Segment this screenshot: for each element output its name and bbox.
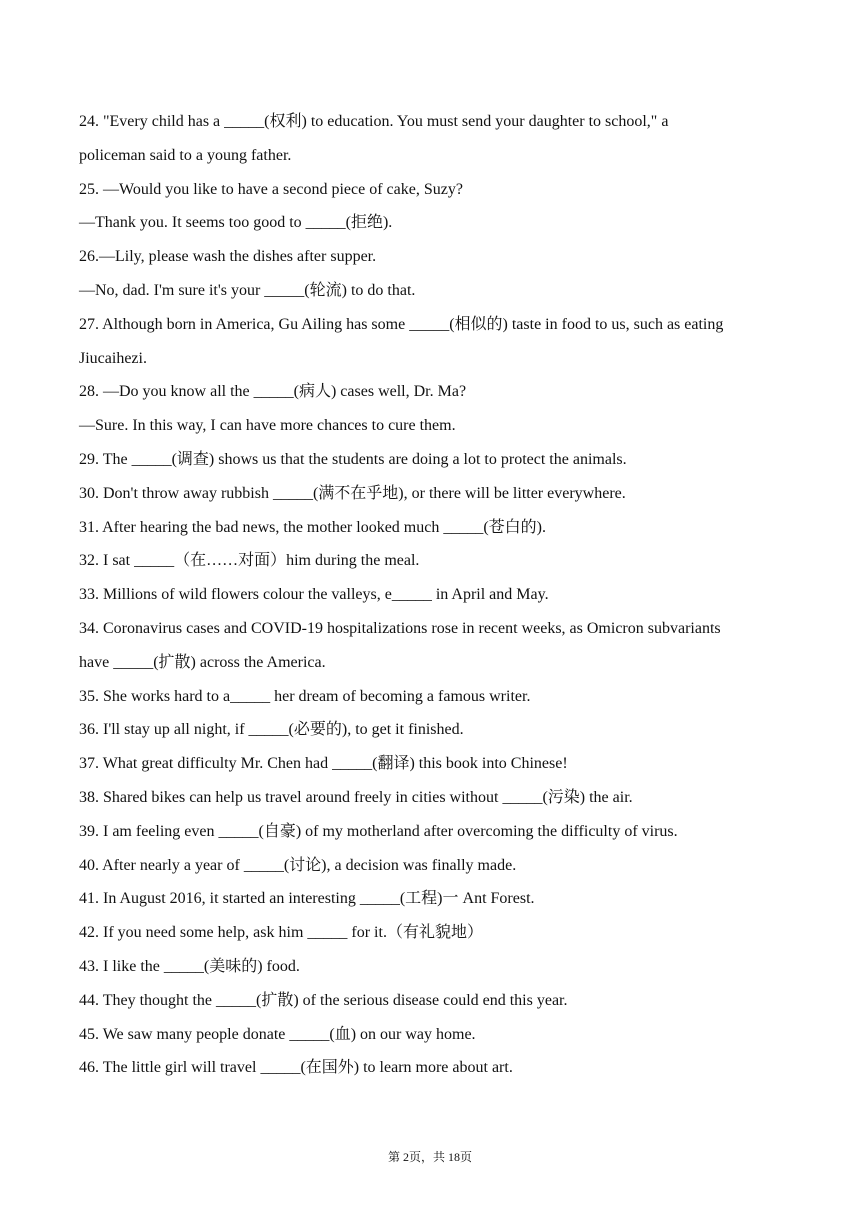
- question-line: 25. —Would you like to have a second piece of cake, Suzy?: [79, 180, 463, 198]
- question-line: 27. Although born in America, Gu Ailing has some _____(相似的) taste in food to us, such as eating: [79, 315, 724, 333]
- question-line: 31. After hearing the bad news, the mother looked much _____(苍白的).: [79, 518, 547, 536]
- question-line: —No, dad. I'm sure it's your _____(轮流) to do that.: [79, 281, 416, 299]
- question-line: 30. Don't throw away rubbish _____(满不在乎地), or there will be litter everywhere.: [79, 484, 626, 502]
- question-line: 32. I sat _____（在……对面）him during the meal.: [79, 552, 420, 570]
- question-list: [79, 105, 789, 1085]
- question-line: —Sure. In this way, I can have more chances to cure them.: [79, 417, 456, 435]
- question-line: 24. "Every child has a _____(权利) to education. You must send your daughter to school," a: [79, 113, 669, 130]
- question-line: 42. If you need some help, ask him _____ for it.（有礼貌地）: [79, 924, 483, 942]
- question-line: 29. The _____(调查) shows us that the students are doing a lot to protect the animals.: [79, 450, 627, 468]
- question-line: 38. Shared bikes can help us travel around freely in cities without _____(污染) the air.: [79, 788, 633, 806]
- question-line: have _____(扩散) across the America.: [79, 653, 326, 671]
- question-line: 35. She works hard to a_____ her dream of becoming a famous writer.: [79, 687, 531, 705]
- question-line: 40. After nearly a year of _____(讨论), a decision was finally made.: [79, 856, 517, 874]
- question-line: 37. What great difficulty Mr. Chen had _____(翻译) this book into Chinese!: [79, 755, 568, 773]
- question-line: 41. In August 2016, it started an interesting _____(工程)一 Ant Forest.: [79, 890, 535, 908]
- question-line: 44. They thought the _____(扩散) of the serious disease could end this year.: [79, 991, 568, 1009]
- question-line: 36. I'll stay up all night, if _____(必要的), to get it finished.: [79, 721, 464, 739]
- question-line: 46. The little girl will travel _____(在国外) to learn more about art.: [79, 1059, 513, 1077]
- question-line: Jiucaihezi.: [79, 349, 147, 367]
- page-footer: 第 2页，共 18页: [387, 1150, 472, 1164]
- question-line: 26.—Lily, please wash the dishes after supper.: [79, 248, 377, 266]
- question-line: policeman said to a young father.: [79, 146, 292, 164]
- question-line: 39. I am feeling even _____(自豪) of my motherland after overcoming the difficulty of virus.: [79, 822, 678, 840]
- question-line: 34. Coronavirus cases and COVID-19 hospitalizations rose in recent weeks, as Omicron subvariants: [79, 619, 721, 637]
- question-line: 43. I like the _____(美味的) food.: [79, 957, 300, 975]
- question-line: 45. We saw many people donate _____(血) on our way home.: [79, 1025, 476, 1043]
- question-line: 33. Millions of wild flowers colour the valleys, e_____ in April and May.: [79, 586, 549, 604]
- question-line: —Thank you. It seems too good to _____(拒绝).: [79, 214, 393, 232]
- question-line: 28. —Do you know all the _____(病人) cases well, Dr. Ma?: [79, 383, 467, 401]
